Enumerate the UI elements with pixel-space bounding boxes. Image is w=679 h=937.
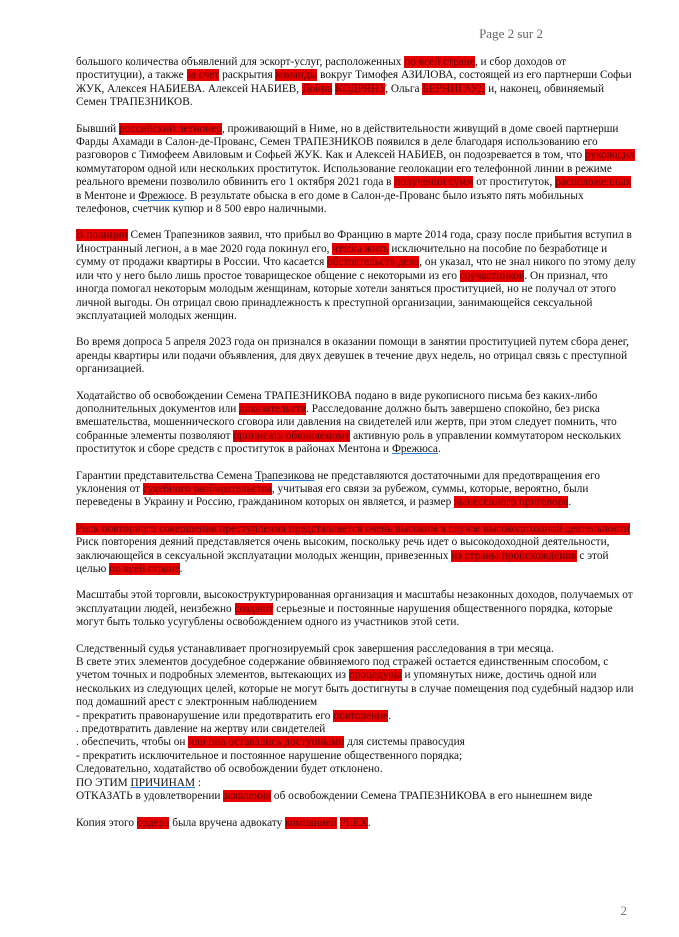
paragraph-recidivism-heading — [76, 523, 636, 536]
redacted-highlight: процедуры — [348, 669, 402, 682]
spellcheck-underline: Фрежюсе — [138, 189, 185, 202]
redacted-highlight: судебного разбирательства — [142, 482, 272, 495]
spellcheck-underline: ПРИЧИНАМ — [130, 776, 195, 789]
redacted-highlight: по всей стране — [404, 56, 475, 68]
redacted-highlight: создают — [234, 602, 274, 615]
paragraph-copy-served: Копия этого ордера была вручена адвокату компанией PLEX. — [76, 816, 371, 829]
paragraph-investigation-intro: большого количества объявлений для эскорт-услуг, расположенных по всей стране, и сбор доходов от проституции), а также за счет раскрытия команды вокруг Тимофея АЗИЛОВА, состоящей из его партнерши Софьи ЖУК, Алексея НАБИЕВА. Алексей НАБИЕВ, Дойна КОДРЯНУ, Ольга БЕРНИГАУД и, наконец, обвиняемый Семен ТРАПЕЗНИКОВ. — [76, 56, 632, 109]
redacted-highlight: В полиции — [76, 229, 128, 242]
redacted-highlight: КОДРЯНУ — [335, 82, 386, 95]
redacted-highlight: вынесенного приговора — [454, 496, 569, 509]
redacted-highlight: команды — [275, 69, 318, 82]
redacted-highlight: или она оставались доступными — [188, 736, 345, 749]
redacted-highlight: соучастников — [459, 269, 525, 282]
paragraph-guarantees: Гарантии представительства Семена Трапезикова не представляются достаточными для предотвращения его уклонения от судебного разбирательства, учитывая его связи за рубежом, суммы, которые, вероятно, были переведены в Украину и Россию, гражданином которых он является, и размер вынесенного приговора. — [76, 469, 601, 509]
paragraph-police-statement: В полиции Семен Трапезников заявил, что прибыл во Францию в марте 2014 года, сразу после прибытия вступил в Иностранный легион, а в мае 2020 года покинул его, чтобы жить исключительно на пособие по безработице и сумму от продажи квартиры в России. Что касается обстоятельств дела, он указал, что не знал никого по этому делу или что у него было лишь простое товарищеское общение с некоторыми из его соучастников. Он признал, что иногда помогал некоторым молодым женщинам, которые хотели заняться проституцией, но не получал от этого личной выгоды. Он отрицал свою принадлежность к преступной организации, занимающейся сексуальной эксплуатацией молодых женщин. — [76, 229, 636, 322]
redacted-highlight: доказательств — [239, 402, 307, 415]
redacted-highlight: приписать обвиняемому — [233, 429, 351, 442]
paragraph-former-legionnaire: Бывший российский легионер, проживающий в Ниме, но в действительности живущий в доме своей партнерши Фарды Ахамади в Салон-де-Прованс, Семен ТРАПЕЗНИКОВ появился в деле благодаря использованию его разговоров с Тимофеем Авиловым и Софьей ЖУК. Как и Алексей НАБИЕВ, он подозревается в том, что руководил коммутатором одной или нескольких проституток. Использование геолокации его телефонной линии в режиме реального времени позволило обвинить его 1 октября 2021 года в получении сумм от проституток, расположенных в Ментоне и Фрежюсе. В результате обыска в его доме в Салон-де-Прованс было изъято пять мобильных телефонов, счетчик купюр и 8 500 евро наличными. — [76, 122, 635, 216]
redacted-highlight: чтобы жить — [332, 242, 389, 255]
redacted-highlight: из страны происхождения — [451, 549, 577, 562]
redacted-highlight: повторение — [333, 709, 389, 722]
redacted-highlight: получении сумм — [394, 176, 474, 189]
list-item-prevent-pressure: . предотвратить давление на жертву или свидетелей — [76, 723, 326, 736]
decision-line: ОТКАЗАТЬ в удовлетворении заявления об освобождении Семена ТРАПЕЗНИКОВА в его нынешнем виде — [76, 790, 593, 803]
list-item-ensure-availability: . обеспечить, чтобы он или она оставались доступными для системы правосудия — [76, 736, 465, 749]
redacted-highlight: заявления — [223, 790, 272, 803]
redacted-highlight: обстоятельств дела — [327, 256, 420, 269]
paragraph-recidivism: Риск повторения деяний представляется очень высоким, поскольку речь идет о высокодоходной деятельности, заключающейся в сексуальной эксплуатации молодых женщин, привезенных из страны происхождения с этой целью по всей стране. — [76, 536, 610, 575]
list-item-stop-offense: - прекратить правонарушение или предотвратить его повторение. — [76, 709, 392, 722]
redacted-highlight: расположенных — [555, 176, 632, 189]
redacted-highlight: PLEX — [339, 816, 368, 829]
for-these-reasons-line: ПО ЭТИМ ПРИЧИНАМ : — [76, 776, 201, 789]
redacted-highlight: за счет — [186, 69, 220, 82]
spellcheck-underline: Фрежюса — [391, 443, 438, 456]
spellcheck-underline: Трапезикова — [255, 469, 315, 482]
redacted-highlight: ордера — [136, 816, 170, 829]
paragraph-detention-reasons: В свете этих элементов досудебное содержание обвиняемого под стражей остается единственным способом, с учетом точных и подробных элементов, вытекающих из процедуры и упомянутых ниже, достичь одной или нескольких из следующих целей, которые не могут быть достигнуты в случае помещения под судебный надзор или под домашний арест с электронным наблюдением — [76, 656, 634, 709]
conclusion-line: Следовательно, ходатайство об освобождении будет отклонено. — [76, 763, 383, 776]
redacted-highlight: российский легионер — [119, 122, 222, 135]
redacted-highlight: Риск повторного совершения преступления представляется очень высоким в случае высокодоходной деятельности — [76, 522, 630, 535]
page-number: 2 — [620, 903, 627, 918]
paragraph-trafficking-scale: Масштабы этой торговли, высокоструктурированная организация и масштабы незаконных доходов, получаемых от эксплуатации людей, неизбежно создают серьезные и постоянные нарушения общественного порядка, которые могут быть только усугублены освобождением одного из участников этой сети. — [76, 589, 633, 629]
list-item-public-order: - прекратить исключительное и постоянное нарушение общественного порядка; — [76, 749, 463, 762]
document-body — [76, 56, 636, 843]
redacted-highlight: по всей стране — [109, 563, 180, 575]
redacted-highlight: БЕРНИГАУД — [422, 82, 486, 95]
page-header-label: Page 2 sur 2 — [479, 26, 543, 41]
paragraph-interrogation: Во время допроса 5 апреля 2023 года он признался в оказании помощи в занятии проституцией путем сбора денег, аренды квартиры или подачи объявления, для двух девушек в течение двух недель, но отрицал связь с преступной организацией. — [76, 336, 629, 376]
redacted-highlight: руководил — [584, 149, 635, 162]
paragraph-release-request: Ходатайство об освобождении Семена ТРАПЕЗНИКОВА подано в виде рукописного письма без каких-либо дополнительных документов или доказательств. Расследование должно быть завершено спокойно, без риска вмешательства, мошеннического сговора или давления на свидетелей или жертв, при этом следует помнить, что собранные элементы позволяют приписать обвиняемому активную роль в управлении коммутатором нескольких проституток и сборе средств с проституток в районах Ментона и Фрежюса. — [76, 389, 622, 456]
redacted-highlight: Дойна — [301, 82, 333, 95]
redacted-highlight: компанией — [285, 816, 337, 829]
paragraph-judge-deadline: Следственный судья устанавливает прогнозируемый срок завершения расследования в три месяца. — [76, 642, 554, 655]
